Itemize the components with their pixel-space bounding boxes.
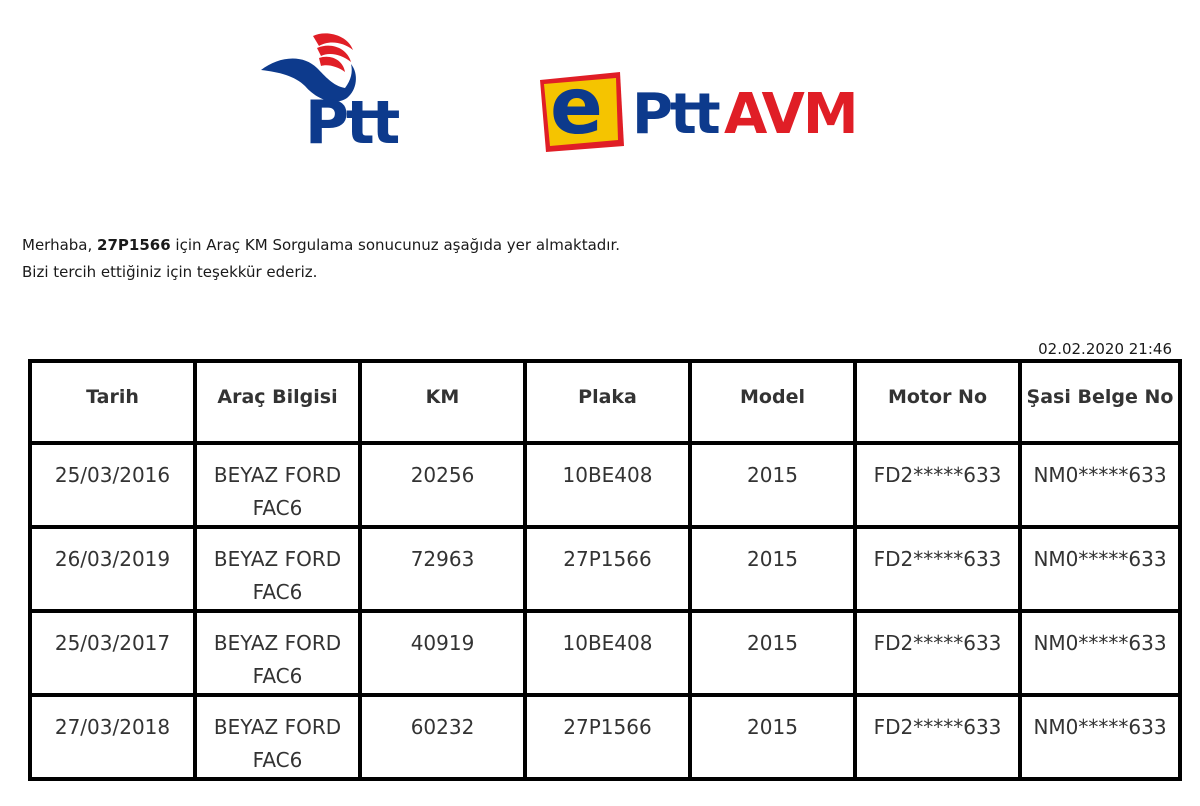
intro-line-1 xyxy=(22,232,620,259)
cell-arac-bilgisi: BEYAZ FORD FAC6 xyxy=(197,529,358,609)
pttavm-e-letter: e xyxy=(550,62,603,152)
cell-model: 2015 xyxy=(692,445,853,525)
table-row xyxy=(32,529,1178,609)
intro-line-2: Bizi tercih ettiğiniz için teşekkür ederiz. xyxy=(22,263,318,281)
table-row xyxy=(32,445,1178,525)
greeting-text: Merhaba, xyxy=(22,236,98,254)
cell-motor-no: FD2*****633 xyxy=(857,445,1018,525)
pttavm-avm-text: AVM xyxy=(724,82,857,147)
table-row xyxy=(32,697,1178,777)
cell-sasi-belge-no: NM0*****633 xyxy=(1022,445,1178,525)
cell-plaka: 10BE408 xyxy=(527,445,688,525)
header-motor-no: Motor No xyxy=(857,363,1018,441)
header-km: KM xyxy=(362,363,523,441)
header-sasi-belge-no: Şasi Belge No xyxy=(1022,363,1178,441)
km-results-table xyxy=(28,359,1182,781)
cell-arac-bilgisi: BEYAZ FORD FAC6 xyxy=(197,445,358,525)
cell-motor-no: FD2*****633 xyxy=(857,613,1018,693)
header-arac-bilgisi: Araç Bilgisi xyxy=(197,363,358,441)
cell-sasi-belge-no: NM0*****633 xyxy=(1022,529,1178,609)
header-tarih: Tarih xyxy=(32,363,193,441)
cell-motor-no: FD2*****633 xyxy=(857,697,1018,777)
cell-tarih: 27/03/2018 xyxy=(32,697,193,777)
pttavm-logo xyxy=(536,62,857,158)
cell-model: 2015 xyxy=(692,613,853,693)
cell-km: 40919 xyxy=(362,613,523,693)
cell-tarih: 26/03/2019 xyxy=(32,529,193,609)
cell-model: 2015 xyxy=(692,697,853,777)
cell-model: 2015 xyxy=(692,529,853,609)
cell-sasi-belge-no: NM0*****633 xyxy=(1022,697,1178,777)
cell-motor-no: FD2*****633 xyxy=(857,529,1018,609)
table-row xyxy=(32,613,1178,693)
greeting-suffix: için Araç KM Sorgulama sonucunuz aşağıda yer almaktadır. xyxy=(170,236,621,254)
ptt-logo-text: Ptt xyxy=(305,88,398,158)
cell-km: 72963 xyxy=(362,529,523,609)
intro-message xyxy=(22,232,620,286)
ptt-logo xyxy=(255,28,398,158)
cell-km: 20256 xyxy=(362,445,523,525)
cell-arac-bilgisi: BEYAZ FORD FAC6 xyxy=(197,613,358,693)
cell-plaka: 27P1566 xyxy=(527,529,688,609)
table-header-row xyxy=(32,363,1178,441)
header-model: Model xyxy=(692,363,853,441)
cell-tarih: 25/03/2017 xyxy=(32,613,193,693)
header-plaka: Plaka xyxy=(527,363,688,441)
cell-tarih: 25/03/2016 xyxy=(32,445,193,525)
cell-plaka: 27P1566 xyxy=(527,697,688,777)
plate-highlight: 27P1566 xyxy=(97,236,171,254)
query-timestamp: 02.02.2020 21:46 xyxy=(1038,340,1172,358)
cell-plaka: 10BE408 xyxy=(527,613,688,693)
cell-sasi-belge-no: NM0*****633 xyxy=(1022,613,1178,693)
cell-km: 60232 xyxy=(362,697,523,777)
cell-arac-bilgisi: BEYAZ FORD FAC6 xyxy=(197,697,358,777)
pttavm-ptt-text: Ptt xyxy=(632,82,718,147)
